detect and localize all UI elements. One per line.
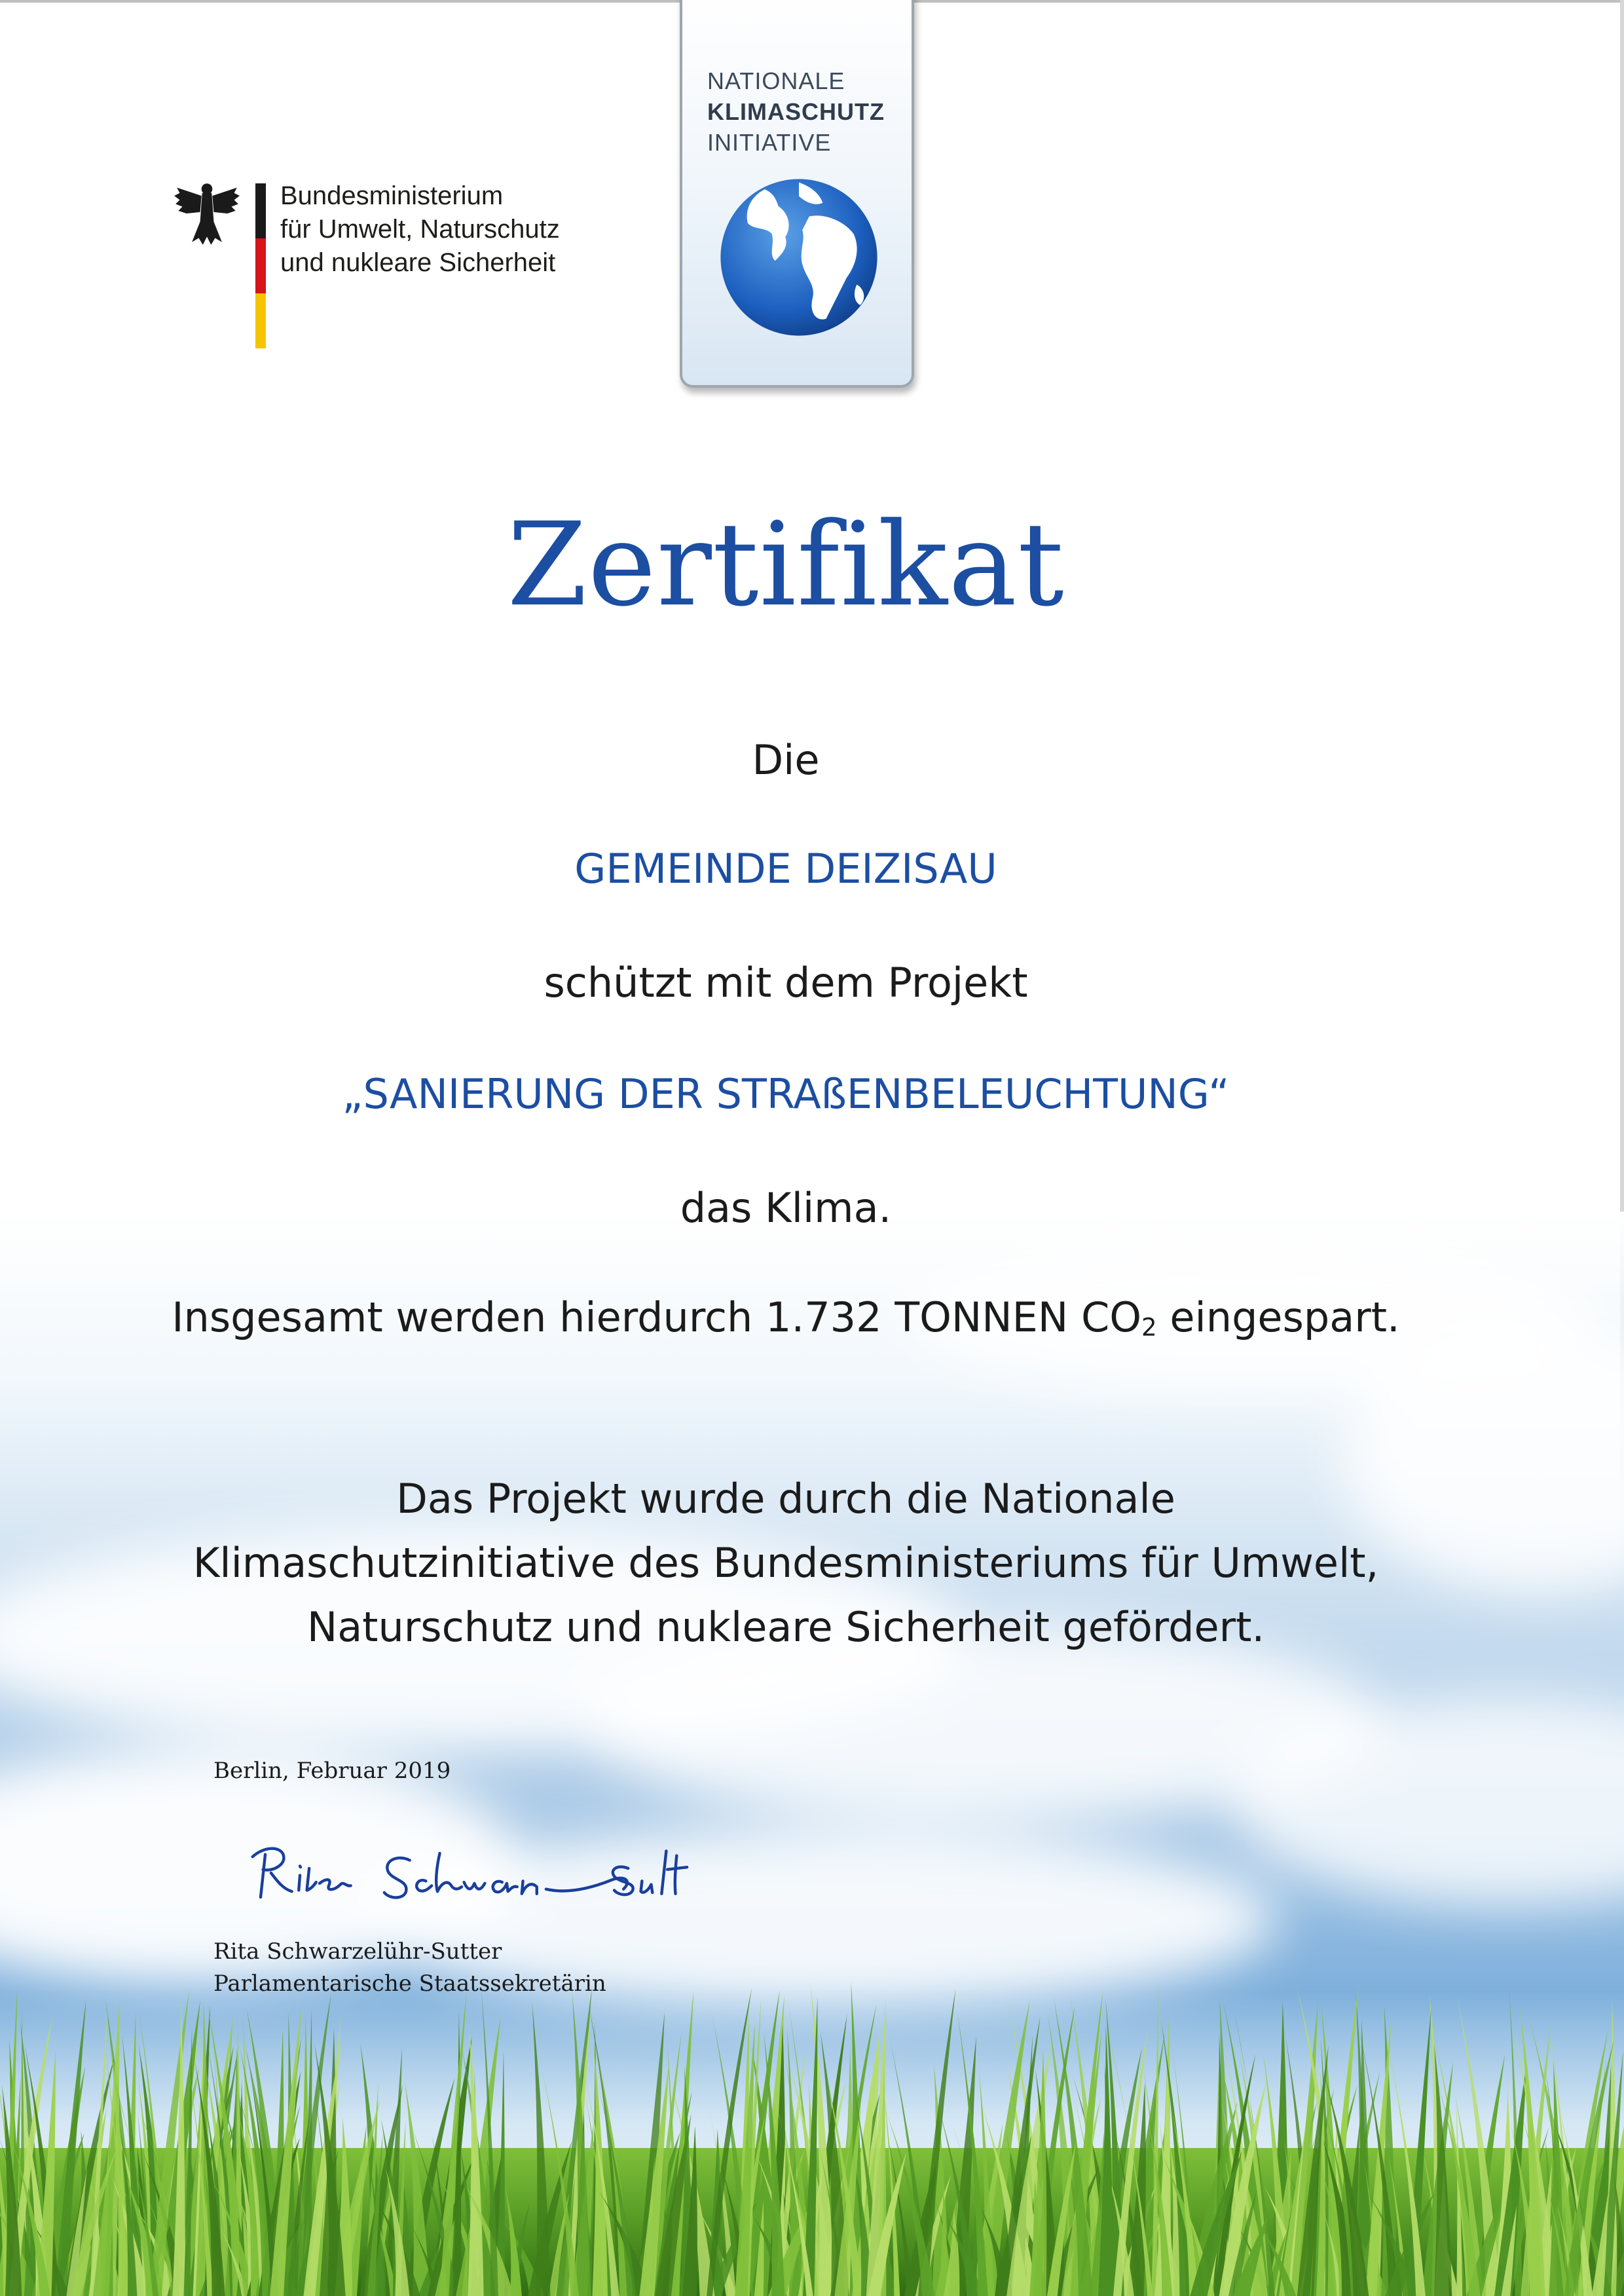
ministry-logo [172,177,591,354]
intro-text: Die [752,736,820,784]
ministry-name-line: für Umwelt, Naturschutz [280,215,560,244]
savings-text-main: Insgesamt werden hierdurch 1.732 TONNEN CO [172,1293,1142,1341]
nki-badge-line: KLIMASCHUTZ [707,98,885,125]
signature [208,2246,784,2296]
funding-statement-line: Klimaschutzinitiative des Bundesministeriums für Umwelt, [193,1539,1379,1587]
nki-badge-line: NATIONALE [707,67,845,94]
ministry-name-line: Bundesministerium [280,181,504,210]
flag-bar [255,183,266,348]
nki-badge [680,0,914,388]
ministry-name-line: und nukleare Sicherheit [280,248,556,277]
funding-statement [0,1467,1572,1659]
project-name: „SANIERUNG DER STRAßENBELEUCHTUNG“ [342,1070,1230,1118]
climate-text: das Klima. [680,1184,892,1232]
signatory-name: Rita Schwarzelühr-Sutter [213,1938,502,1965]
ministry-name [280,179,560,280]
nki-badge-text [707,65,885,158]
funding-statement-line: Naturschutz und nukleare Sicherheit gefördert. [306,1603,1265,1651]
place-date: Berlin, Februar 2019 [213,1758,451,1784]
savings-text-subscript: 2 [1141,1312,1157,1342]
recipient-name: GEMEINDE DEIZISAU [574,845,997,893]
savings-text [0,1293,1572,1342]
signature-image [208,1834,784,1932]
federal-eagle-icon [172,179,242,248]
savings-text-end: eingespart. [1156,1293,1400,1341]
signatory-title: Parlamentarische Staatssekretärin [213,1971,606,1997]
protects-text: schützt mit dem Projekt [544,959,1028,1007]
funding-statement-line: Das Projekt wurde durch die Nationale [396,1475,1175,1523]
globe-icon [714,172,884,343]
nki-badge-line: INITIATIVE [707,129,832,156]
certificate-title: Zertifikat [507,498,1065,632]
